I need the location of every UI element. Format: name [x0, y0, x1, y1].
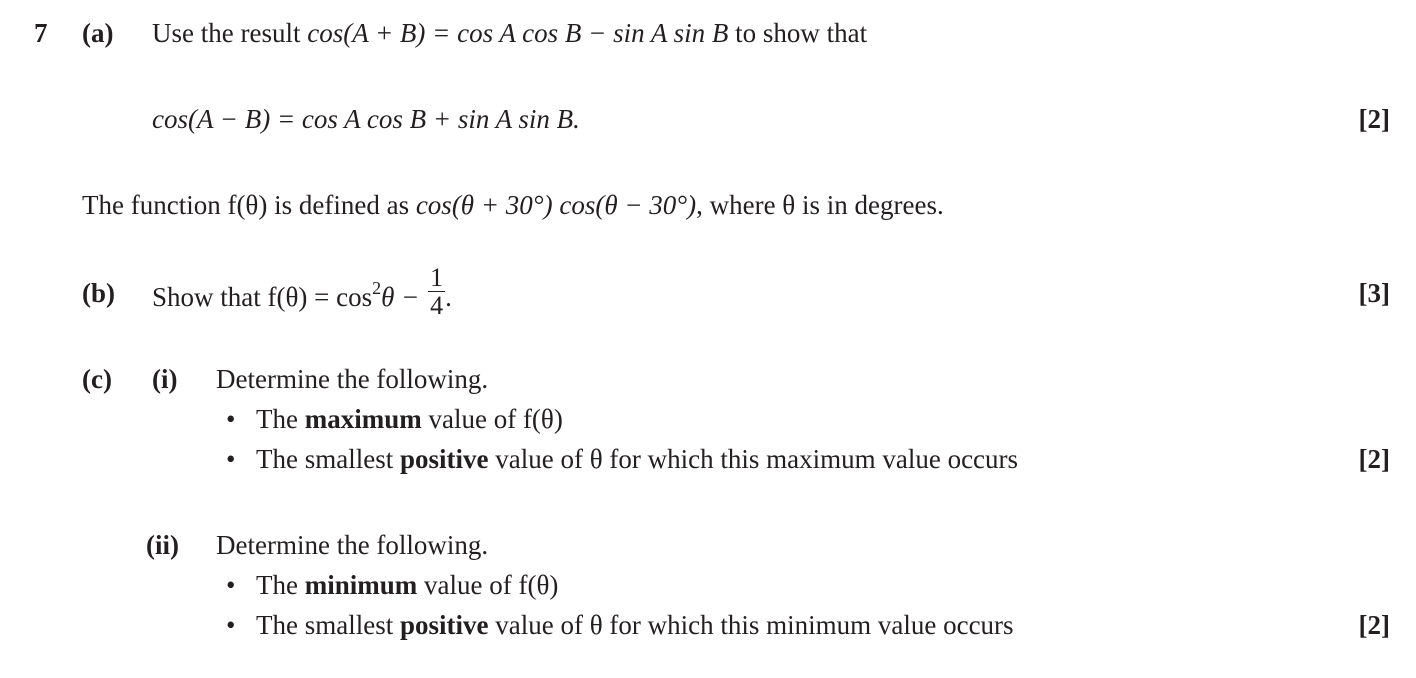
c-ii-b1-bold: minimum: [304, 570, 418, 600]
part-c-ii-marks: [2]: [1358, 610, 1390, 640]
c-ii-b2-bold: positive: [399, 610, 489, 640]
part-c-i-bullet-1: [256, 404, 563, 435]
part-c-i-bullet-2: [256, 444, 1018, 475]
question-number: 7: [34, 18, 48, 48]
bullet-icon: •: [226, 570, 236, 600]
part-a-prompt: [152, 18, 867, 49]
part-a-prompt-after: to show that: [728, 18, 868, 48]
bullet-icon: •: [226, 610, 236, 640]
c-i-b2-bold: positive: [399, 444, 489, 474]
definition-expr: cos(θ + 30°) cos(θ − 30°): [415, 190, 697, 220]
c-i-b2-pre: The smallest: [256, 444, 400, 474]
part-c-ii-bullet-2: [256, 610, 1014, 641]
fraction-numerator: 1: [430, 263, 444, 292]
one-quarter-fraction: [428, 264, 445, 320]
part-c-i-label: (i): [152, 364, 178, 394]
c-ii-b1-post: value of f(θ): [417, 570, 559, 600]
c-ii-b2-post: value of θ for which this minimum value occurs: [488, 610, 1014, 640]
c-i-b1-post: value of f(θ): [421, 404, 563, 434]
part-c-label: (c): [82, 364, 112, 394]
part-c-i-intro: Determine the following.: [216, 364, 489, 394]
c-i-b1-pre: The: [256, 404, 305, 434]
bullet-icon: •: [226, 404, 236, 434]
part-b-prompt: [152, 263, 452, 322]
part-b-power: 2: [372, 278, 382, 298]
part-b-end: .: [445, 282, 452, 312]
part-b-rest: θ −: [381, 282, 427, 312]
function-definition: [82, 190, 944, 221]
part-a-prompt-before: Use the result: [152, 18, 308, 48]
fraction-denominator: 4: [430, 291, 444, 321]
part-a-target: cos(A − B) = cos A cos B + sin A sin B.: [152, 104, 580, 134]
c-ii-b1-pre: The: [256, 570, 305, 600]
part-c-i-marks: [2]: [1358, 444, 1390, 474]
c-i-b1-bold: maximum: [304, 404, 422, 434]
part-a-label: (a): [82, 18, 114, 48]
part-b-label: (b): [82, 278, 115, 308]
part-c-ii-label: (ii): [146, 530, 179, 560]
definition-after: , where θ is in degrees.: [696, 190, 944, 220]
part-b-prompt-text: Show that f(θ) = cos: [152, 282, 373, 312]
part-a-marks: [2]: [1358, 104, 1390, 134]
part-c-ii-intro: Determine the following.: [216, 530, 489, 560]
bullet-icon: •: [226, 444, 236, 474]
part-c-ii-bullet-1: [256, 570, 558, 601]
c-ii-b2-pre: The smallest: [256, 610, 400, 640]
part-b-marks: [3]: [1358, 278, 1390, 308]
definition-before: The function f(θ) is defined as: [82, 190, 416, 220]
part-a-identity: cos(A + B) = cos A cos B − sin A sin B: [307, 18, 729, 48]
c-i-b2-post: value of θ for which this maximum value occurs: [488, 444, 1019, 474]
